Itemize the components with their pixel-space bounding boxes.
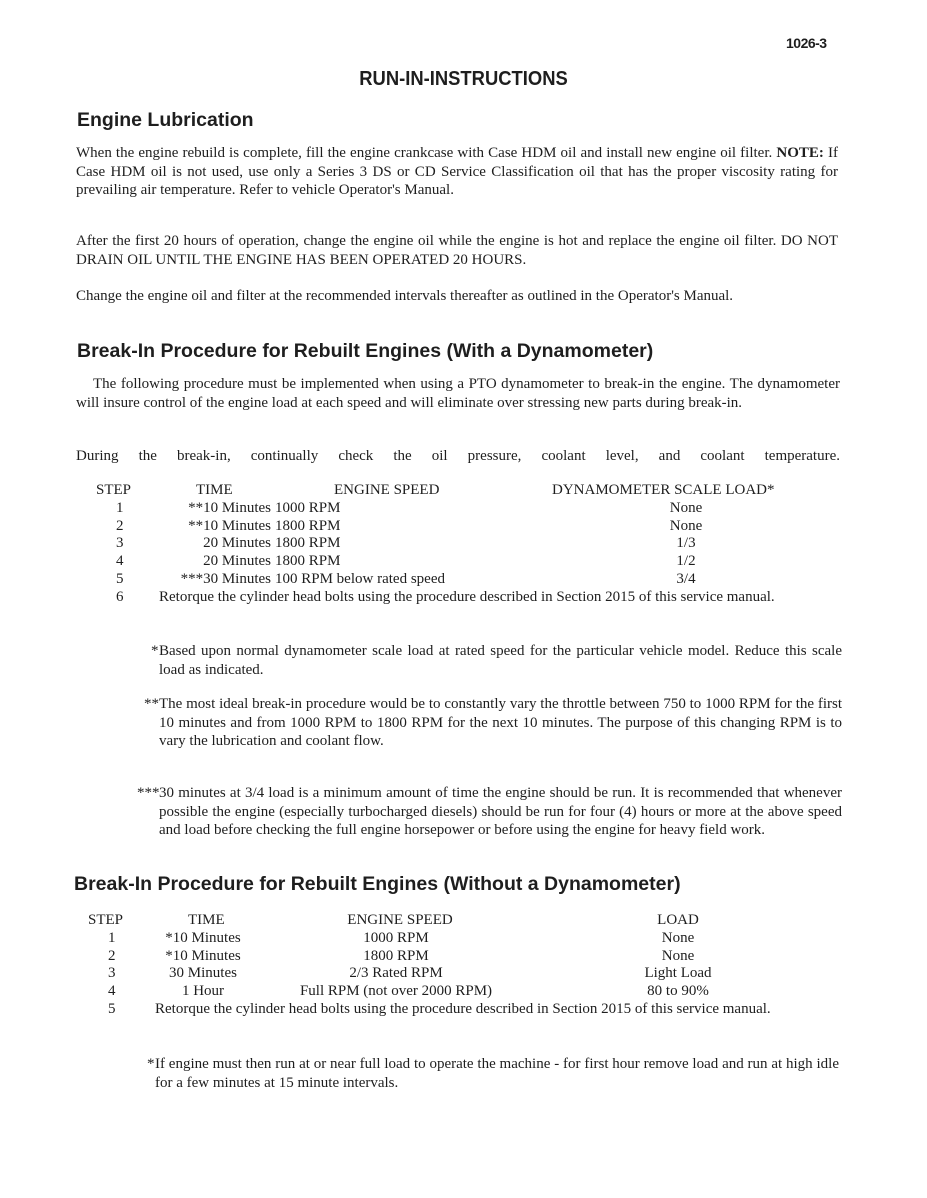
speed-cell: 1000 RPM <box>275 499 341 516</box>
header-engine-speed: ENGINE SPEED <box>347 912 453 928</box>
lubrication-paragraph-2: After the first 20 hours of operation, change the engine oil while the engine is hot and replace the engine oil filter. DO NOT DRAIN OIL UNTIL THE ENGINE HAS BEEN OPERATED 20 HOURS. <box>76 233 838 268</box>
table-row <box>0 553 927 571</box>
time-cell: 20 Minutes <box>203 535 271 552</box>
header-load: LOAD <box>657 912 699 928</box>
footnote-3 <box>137 784 842 840</box>
speed-cell: 1800 RPM <box>363 947 429 964</box>
final-step-text: Retorque the cylinder head bolts using the procedure described in Section 2015 of this service manual. <box>159 588 775 605</box>
footnote-mark: * <box>147 1056 155 1072</box>
dyno-paragraph-1: The following procedure must be implemented when using a PTO dynamometer to break-in the engine. The dynamometer will insure control of the engine load at each speed and will eliminate over stressing new parts during break-in. <box>76 376 840 411</box>
header-dynamometer-load: DYNAMOMETER SCALE LOAD* <box>552 482 775 498</box>
speed-cell: 1000 RPM <box>363 929 429 946</box>
speed-cell: 1800 RPM <box>275 553 341 570</box>
page-title: RUN-IN-INSTRUCTIONS <box>359 68 568 90</box>
time-cell: ***30 Minutes <box>180 570 271 587</box>
time-cell: 30 Minutes <box>169 965 237 982</box>
table-header-row <box>0 912 927 930</box>
load-cell: None <box>669 499 703 516</box>
lubrication-para1-text: When the engine rebuild is complete, fill the engine crankcase with Case HDM oil and install new engine oil filter. <box>76 145 777 161</box>
table-row <box>0 948 927 966</box>
no-dyno-steps-table <box>0 912 927 1037</box>
step-cell: 1 <box>108 929 116 946</box>
no-dyno-footnote <box>147 1055 839 1092</box>
header-time: TIME <box>188 912 225 928</box>
header-engine-speed: ENGINE SPEED <box>334 482 440 498</box>
step-cell: 5 <box>108 1000 116 1017</box>
table-row <box>0 930 927 948</box>
speed-cell: 1800 RPM <box>275 535 341 552</box>
step-cell: 3 <box>116 535 124 552</box>
step-cell: 3 <box>108 965 116 982</box>
time-cell: **10 Minutes <box>188 517 271 534</box>
footnote-2 <box>144 695 842 751</box>
lubrication-paragraph-1 <box>76 144 838 200</box>
lubrication-paragraph-3: Change the engine oil and filter at the recommended intervals thereafter as outlined in the Operator's Manual. <box>76 288 734 304</box>
header-step: STEP <box>88 912 124 928</box>
table-row <box>0 518 927 536</box>
step-cell: 4 <box>116 553 124 570</box>
dyno-steps-table <box>0 482 927 625</box>
note-label: NOTE: <box>776 145 824 161</box>
footnote-mark: ** <box>144 696 159 712</box>
step-cell: 4 <box>108 983 116 1000</box>
load-cell: None <box>661 947 695 964</box>
footnote-text: Based upon normal dynamometer scale load at rated speed for the particular vehicle model. Reduce this scale load as indicated. <box>159 643 842 678</box>
final-step-text: Retorque the cylinder head bolts using the procedure described in Section 2015 of this service manual. <box>155 1000 771 1017</box>
header-step: STEP <box>96 482 132 498</box>
speed-cell: 100 RPM below rated speed <box>275 570 445 587</box>
step-cell: 2 <box>116 517 124 534</box>
load-cell: None <box>661 929 695 946</box>
footnote-text: The most ideal break-in procedure would be to constantly vary the throttle between 750 to 1000 RPM for the first 10 minutes and from 1000 RPM to 1800 RPM for the next 10 minutes. The purpose of this changing RPM is to vary the lubrication and coolant flow. <box>159 696 842 749</box>
footnote-mark: *** <box>137 785 160 801</box>
load-cell: 3/4 <box>676 570 696 587</box>
speed-cell: 1800 RPM <box>275 517 341 534</box>
table-row-final-step <box>0 589 927 625</box>
table-header-row <box>0 482 927 500</box>
load-cell: 1/3 <box>676 535 696 552</box>
section-heading-engine-lubrication: Engine Lubrication <box>77 109 254 131</box>
header-time: TIME <box>196 482 233 498</box>
load-cell: 1/2 <box>676 553 696 570</box>
step-cell: 2 <box>108 947 116 964</box>
time-cell: 1 Hour <box>181 983 225 1000</box>
time-cell: 20 Minutes <box>203 553 271 570</box>
time-cell: **10 Minutes <box>188 499 271 516</box>
speed-cell: 2/3 Rated RPM <box>349 965 443 982</box>
step-cell: 5 <box>116 570 124 587</box>
table-row <box>0 983 927 1001</box>
dyno-paragraph-2: During the break-in, continually check the oil pressure, coolant level, and coolant temperature. <box>76 448 840 464</box>
section-heading-with-dynamometer: Break-In Procedure for Rebuilt Engines (With a Dynamometer) <box>77 340 654 362</box>
lubrication-para1-note-text: If Case HDM oil is not used, use only a Series 3 DS or CD Service Classification oil that has the proper viscosity rating for prevailing air temperature. Refer to vehicle Operator's Manual. <box>76 145 838 198</box>
table-row <box>0 535 927 553</box>
page-number: 1026-3 <box>786 35 827 51</box>
time-cell: *10 Minutes <box>165 929 241 946</box>
footnote-text: If engine must then run at or near full load to operate the machine - for first hour remove load and run at high idle for a few minutes at 15 minute intervals. <box>155 1056 839 1091</box>
section-heading-without-dynamometer: Break-In Procedure for Rebuilt Engines (Without a Dynamometer) <box>74 873 681 895</box>
time-cell: *10 Minutes <box>165 947 241 964</box>
table-row <box>0 571 927 589</box>
step-cell: 1 <box>116 499 124 516</box>
step-cell: 6 <box>116 588 124 605</box>
speed-cell: Full RPM (not over 2000 RPM) <box>299 983 493 1000</box>
footnote-1 <box>151 642 842 679</box>
footnote-text: 30 minutes at 3/4 load is a minimum amount of time the engine should be run. It is recommended that whenever possible the engine (especially turbocharged diesels) should be run for four (4) hours or more at the above speed and load before checking the full engine horsepower or before using the engine for heavy field work. <box>159 785 842 838</box>
load-cell: Light Load <box>644 965 712 982</box>
table-row <box>0 965 927 983</box>
table-row-final-step <box>0 1001 927 1037</box>
footnote-mark: * <box>151 643 159 659</box>
load-cell: None <box>669 517 703 534</box>
load-cell: 80 to 90% <box>647 983 709 1000</box>
table-row <box>0 500 927 518</box>
